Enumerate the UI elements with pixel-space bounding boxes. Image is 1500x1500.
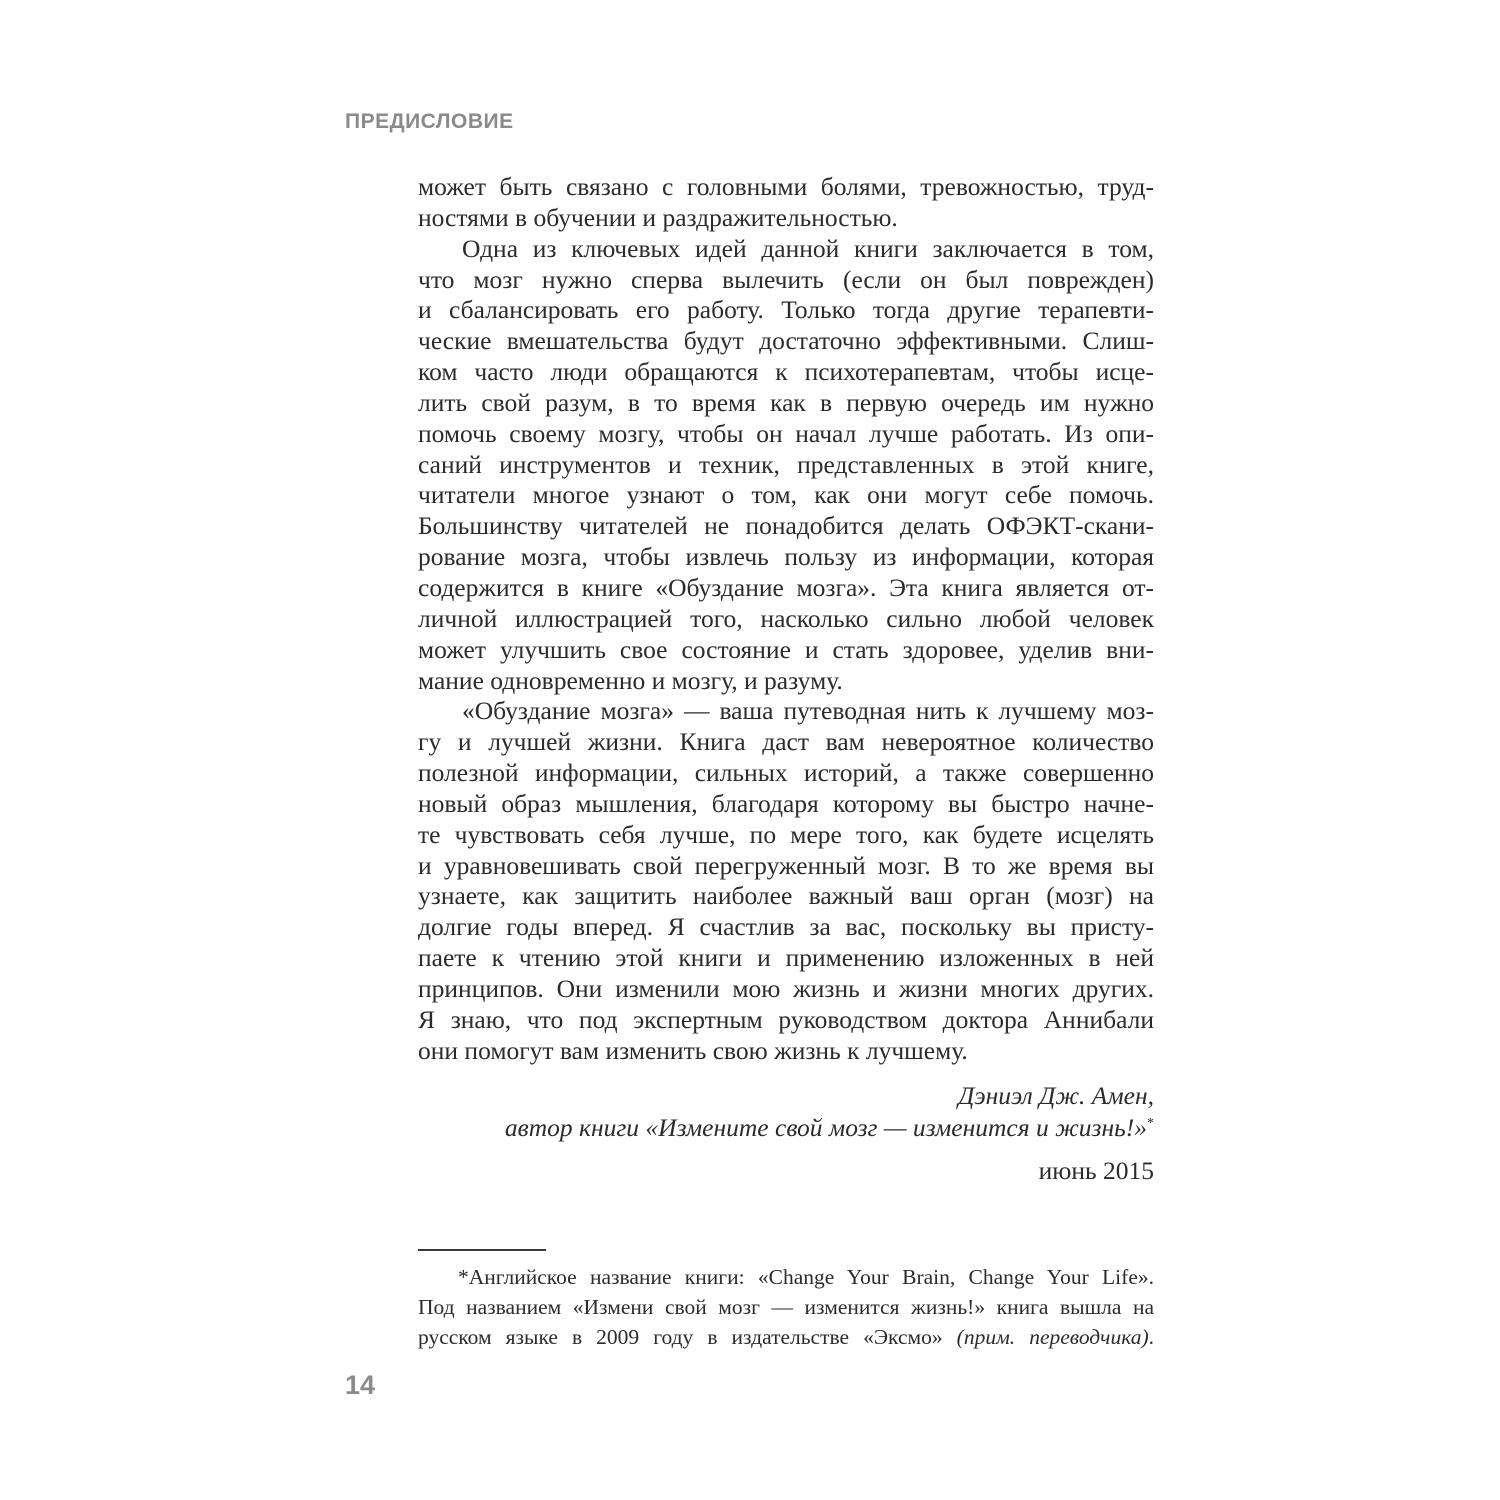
text-line: Одна из ключевых идей данной книги заключается в том, — [462, 233, 1154, 263]
text-line: полезной информации, сильных историй, а также совершенно — [418, 758, 1154, 788]
text-line: ческие вмешательства будут достаточно эффективными. Слиш- — [418, 326, 1154, 356]
footnote — [418, 1262, 1154, 1352]
footnote-line: *Английское название книги: «Change Your Brain, Change Your Life». — [458, 1265, 1154, 1289]
text-line: Я знаю, что под экспертным руководством доктора Аннибали — [418, 1004, 1154, 1034]
body-text — [418, 172, 1154, 1066]
text-line: «Обуздание мозга» — ваша путеводная нить к лучшему моз- — [462, 696, 1154, 726]
footnote-text: русском языке в 2009 году в издательстве «Эксмо» — [418, 1325, 957, 1349]
signature-date: июнь 2015 — [1038, 1156, 1154, 1185]
signature-role: автор книги «Измените свой мозг — изменится и жизнь!» — [504, 1113, 1147, 1142]
text-line: читатели многое узнают о том, как они могут себе помочь. — [418, 480, 1154, 510]
footnote-line: Под названием «Измени свой мозг — изменится жизнь!» книга вышла на — [418, 1295, 1154, 1319]
page-number: 14 — [345, 1370, 376, 1400]
text-line: они помогут вам изменить свою жизнь к лучшему. — [418, 1035, 968, 1065]
footnote-divider — [418, 1249, 546, 1251]
text-line: может быть связано с головными болями, тревожностью, труд- — [418, 172, 1154, 201]
text-line: рование мозга, чтобы извлечь пользу из информации, которая — [418, 542, 1154, 572]
text-line: долгие годы вперед. Я счастлив за вас, поскольку вы присту- — [418, 912, 1154, 942]
text-line: помочь своему мозгу, чтобы он начал лучше работать. Из опи- — [418, 418, 1154, 448]
signature-author: Дэниэл Дж. Амен, — [958, 1081, 1154, 1110]
text-line: ностями в обучении и раздражительностью. — [418, 202, 898, 232]
text-line: принципов. Они изменили мою жизнь и жизни многих других. — [418, 973, 1154, 1003]
text-line: может улучшить свое состояние и стать здоровее, уделив вни- — [418, 634, 1154, 664]
text-line: лить свой разум, в то время как в первую очередь им нужно — [418, 387, 1154, 417]
text-line: мание одновременно и мозгу, и разуму. — [418, 665, 843, 695]
translator-note: (прим. переводчика) — [956, 1325, 1149, 1349]
text-line: что мозг нужно сперва вылечить (если он был поврежден) — [418, 264, 1154, 294]
text-line: и сбалансировать его работу. Только тогда другие терапевти- — [418, 295, 1154, 325]
text-line: Большинству читателей не понадобится делать ОФЭКТ-скани- — [418, 511, 1154, 541]
text-line: узнаете, как защитить наиболее важный ваш орган (мозг) на — [418, 881, 1154, 911]
footnote-marker: * — [1147, 1116, 1154, 1131]
text-line: новый образ мышления, благодаря которому вы быстро начне- — [418, 788, 1154, 818]
text-line: и уравновешивать свой перегруженный мозг. В то же время вы — [418, 850, 1154, 880]
signature-role-line — [505, 1112, 1154, 1144]
text-line: паете к чтению этой книги и применению изложенных в ней — [418, 943, 1154, 973]
text-line: ком часто люди обращаются к психотерапевтам, чтобы исце- — [418, 357, 1154, 387]
text-line: гу и лучшей жизни. Книга даст вам невероятное количество — [418, 727, 1154, 757]
text-line: те чувствовать себя лучше, по мере того, как будете исцелять — [418, 819, 1154, 849]
text-line: саний инструментов и техник, представленных в этой книге, — [418, 449, 1154, 479]
text-line: содержится в книге «Обуздание мозга». Эта книга является от- — [418, 572, 1154, 602]
text-line: личной иллюстрацией того, насколько сильно любой человек — [418, 603, 1154, 633]
footnote-line — [418, 1322, 1154, 1352]
signature-block — [505, 1080, 1154, 1144]
footnote-period: . — [1148, 1325, 1154, 1349]
running-head-title: ПРЕДИСЛОВИЕ — [345, 110, 514, 133]
